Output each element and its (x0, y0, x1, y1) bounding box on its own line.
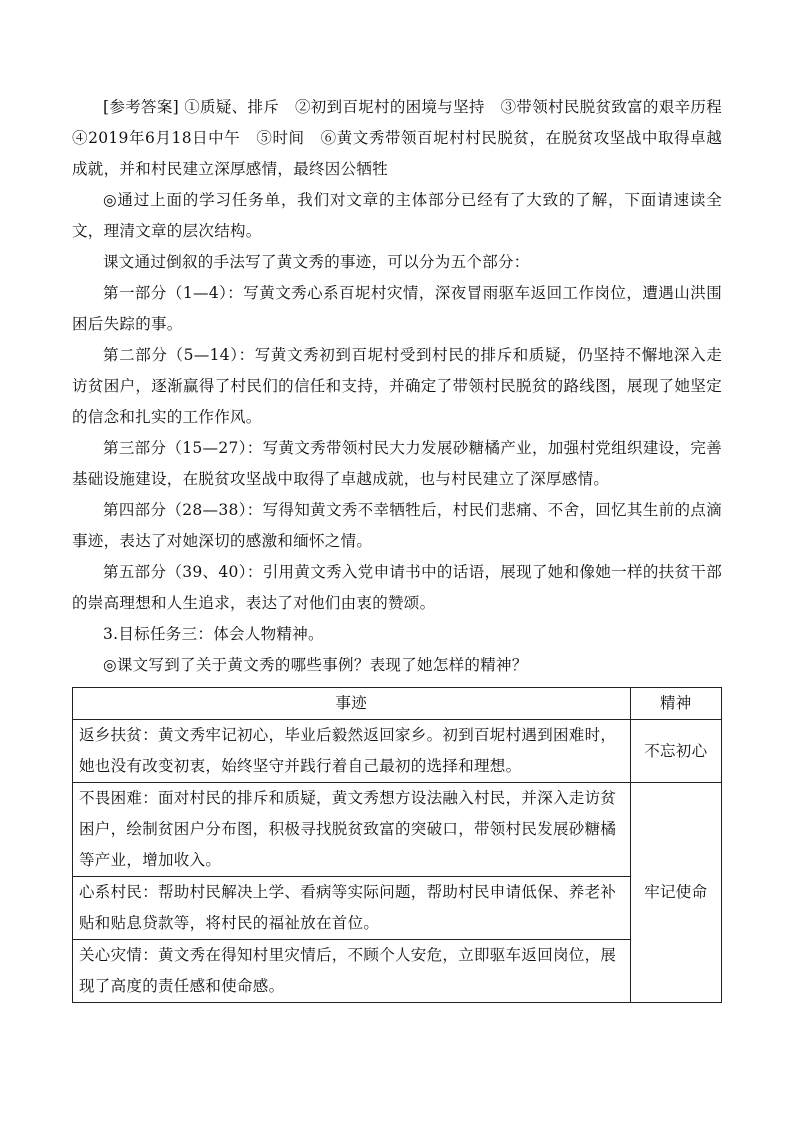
table-row (73, 877, 722, 940)
part-two: 第二部分（5—14）：写黄文秀初到百坭村受到村民的排斥和质疑，仍坚持不懈地深入走访贫困户，逐渐赢得了村民们的信任和支持，并确定了带领村民脱贫的路线图，展现了她坚定的信念和扎实的工作作风。 (72, 346, 722, 426)
header-spirit: 精神 (630, 688, 721, 720)
part-four: 第四部分（28—38）：写得知黄文秀不幸牺牲后，村民们悲痛、不舍，回忆其生前的点滴事迹，表达了对她深切的感激和缅怀之情。 (72, 501, 722, 550)
deed-cell: 心系村民：帮助村民解决上学、看病等实际问题，帮助村民申请低保、养老补贴和贴息贷款等，将村民的福祉放在首位。 (73, 877, 631, 940)
deeds-spirit-table (72, 687, 722, 1003)
deed-cell: 关心灾情：黄文秀在得知村里灾情后，不顾个人安危，立即驱车返回岗位，展现了高度的责任感和使命感。 (73, 940, 631, 1003)
reference-answer: [参考答案] ①质疑、排斥 ②初到百坭村的困境与坚持 ③带领村民脱贫致富的艰辛历程 ④2019年6月18日中午 ⑤时间 ⑥黄文秀带领百坭村村民脱贫，在脱贫攻坚战中取得卓越成就，并和村民建立深厚感情，最终因公牺牲 (72, 98, 738, 178)
deed-cell: 不畏困难：面对村民的排斥和质疑，黄文秀想方设法融入村民，并深入走访贫困户，绘制贫困户分布图，积极寻找脱贫致富的突破口，带领村民发展砂糖橘等产业，增加收入。 (73, 783, 631, 877)
structure-intro: 课文通过倒叙的手法写了黄文秀的事迹，可以分为五个部分： (103, 253, 530, 271)
task3-question: ◎课文写到了关于黄文秀的哪些事例？表现了她怎样的精神？ (103, 656, 528, 674)
part-one: 第一部分（1—4）：写黄文秀心系百坭村灾情，深夜冒雨驱车返回工作岗位，遭遇山洪围困后失踪的事。 (72, 284, 722, 333)
header-deeds: 事迹 (73, 688, 631, 720)
table-row (73, 940, 722, 1003)
intro-paragraph: ◎通过上面的学习任务单，我们对文章的主体部分已经有了大致的了解，下面请速读全文，理清文章的层次结构。 (72, 191, 722, 240)
deed-cell: 返乡扶贫：黄文秀牢记初心，毕业后毅然返回家乡。初到百坭村遇到困难时，她也没有改变初衷，始终坚守并践行着自己最初的选择和理想。 (73, 720, 631, 783)
table-row (73, 783, 722, 877)
spirit-cell: 不忘初心 (630, 720, 721, 783)
task3-title: 3.目标任务三：体会人物精神。 (103, 625, 324, 643)
table-row (73, 720, 722, 783)
table-header-row (73, 688, 722, 720)
part-three: 第三部分（15—27）：写黄文秀带领村民大力发展砂糖橘产业，加强村党组织建设，完善基础设施建设，在脱贫攻坚战中取得了卓越成就，也与村民建立了深厚感情。 (72, 439, 722, 488)
spirit-cell: 牢记使命 (630, 783, 721, 1003)
part-five: 第五部分（39、40）：引用黄文秀入党申请书中的话语，展现了她和像她一样的扶贫干部的崇高理想和人生追求，表达了对他们由衷的赞颂。 (72, 563, 722, 612)
